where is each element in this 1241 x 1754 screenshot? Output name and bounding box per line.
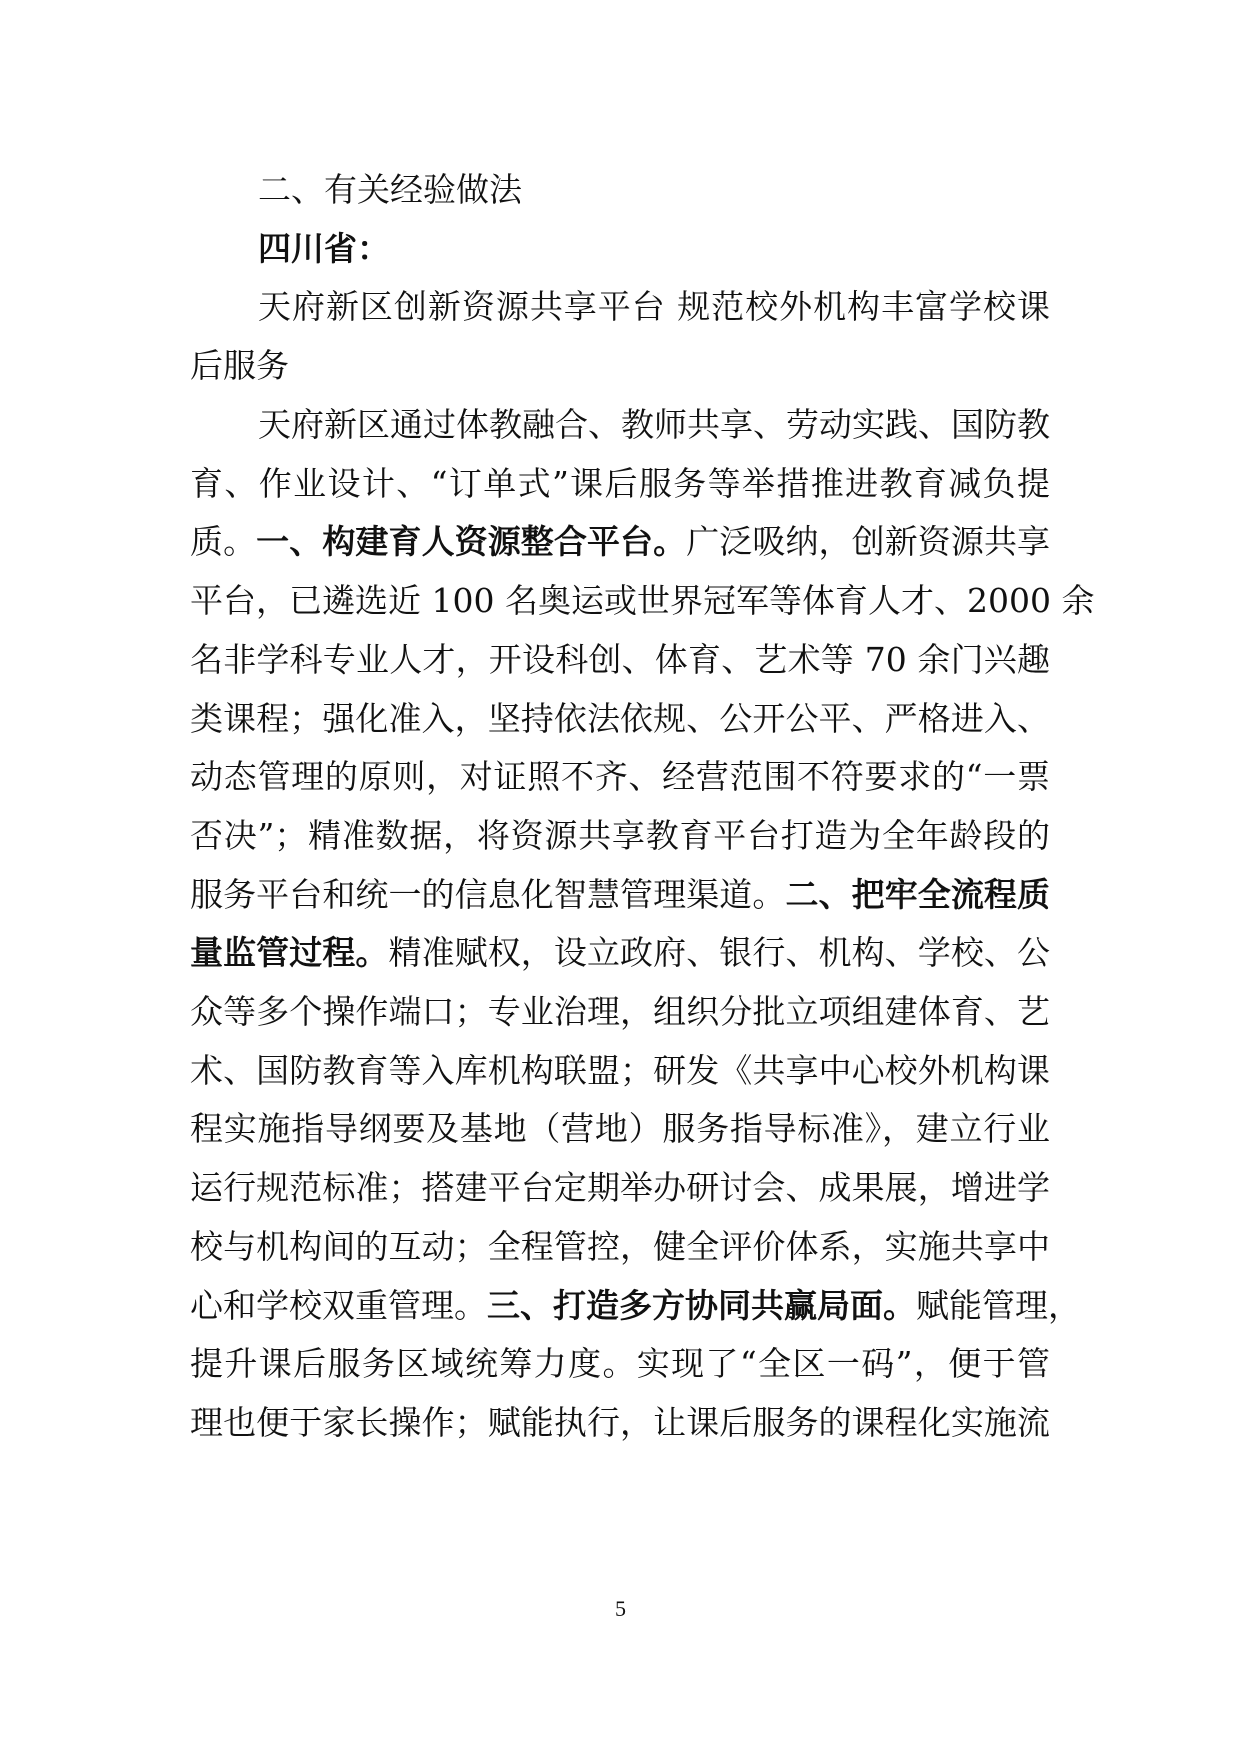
bold-run: 量监管过程。 [190, 933, 389, 972]
page-number: 5 [615, 1596, 626, 1621]
text-run: 精准赋权，设立政府、银行、机构、学校、公 [388, 933, 1051, 972]
bold-run: 一、构建育人资源整合平台。 [256, 522, 687, 561]
body-line [190, 1393, 1050, 1453]
body-line [190, 630, 1050, 690]
bold-run: 三、打造多方协同共赢局面。 [487, 1286, 916, 1325]
body-line [190, 454, 1050, 514]
body-line [190, 923, 1050, 983]
body-line [190, 689, 1050, 749]
body-line [190, 806, 1050, 866]
text-run: 平台，已遴选近 100 名奥运或世界冠军等体育人才、2000 余 [190, 581, 1095, 620]
text-run: 育、作业设计、“订单式”课后服务等举措推进教育减负提 [190, 464, 1050, 503]
text-run: 理也便于家长操作；赋能执行，让课后服务的课程化实施流 [190, 1403, 1050, 1442]
text-run: 天府新区通过体教融合、教师共享、劳动实践、国防教 [258, 405, 1050, 444]
body-line [190, 1217, 1050, 1277]
body-line [190, 512, 1050, 572]
bold-run: 二、把牢全流程质 [785, 875, 1051, 914]
text-run: 赋能管理， [916, 1286, 1081, 1325]
body-line [190, 747, 1050, 807]
text-run: 运行规范标准；搭建平台定期举办研讨会、成果展，增进学 [190, 1168, 1050, 1207]
body-line [190, 1334, 1050, 1394]
text-run: 名非学科专业人才，开设科创、体育、艺术等 70 余门兴趣 [190, 640, 1050, 679]
text-run: 类课程；强化准入，坚持依法依规、公开公平、严格进入、 [190, 699, 1050, 738]
text-run: 服务平台和统一的信息化智慧管理渠道。 [190, 875, 786, 914]
text-run: 广泛吸纳，创新资源共享 [686, 522, 1051, 561]
body-line [190, 982, 1050, 1042]
article-title-line-1: 天府新区创新资源共享平台 规范校外机构丰富学校课 [258, 287, 1050, 326]
body-line [190, 571, 1095, 631]
body-line [190, 1158, 1050, 1218]
text-run: 众等多个操作端口；专业治理，组织分批立项组建体育、艺 [190, 992, 1050, 1031]
text-run: 术、国防教育等入库机构联盟；研发《共享中心校外机构课 [190, 1051, 1050, 1090]
text-run: 质。 [190, 522, 257, 561]
text-run: 否决”；精准数据，将资源共享教育平台打造为全年龄段的 [190, 816, 1050, 855]
section-heading: 二、有关经验做法 [258, 170, 522, 209]
text-run: 心和学校双重管理。 [190, 1286, 487, 1325]
body-line [190, 1041, 1050, 1101]
body-line [190, 1099, 1050, 1159]
province-heading: 四川省： [258, 229, 390, 268]
body-line [258, 395, 1050, 455]
article-title-line-2: 后服务 [190, 346, 289, 385]
text-run: 程实施指导纲要及基地（营地）服务指导标准》，建立行业 [190, 1109, 1050, 1148]
body-line [190, 865, 1050, 925]
text-run: 提升课后服务区域统筹力度。实现了“全区一码”，便于管 [190, 1344, 1050, 1383]
text-run: 校与机构间的互动；全程管控，健全评价体系，实施共享中 [190, 1227, 1050, 1266]
text-run: 动态管理的原则，对证照不齐、经营范围不符要求的“一票 [190, 757, 1050, 796]
body-line [190, 1276, 1081, 1336]
